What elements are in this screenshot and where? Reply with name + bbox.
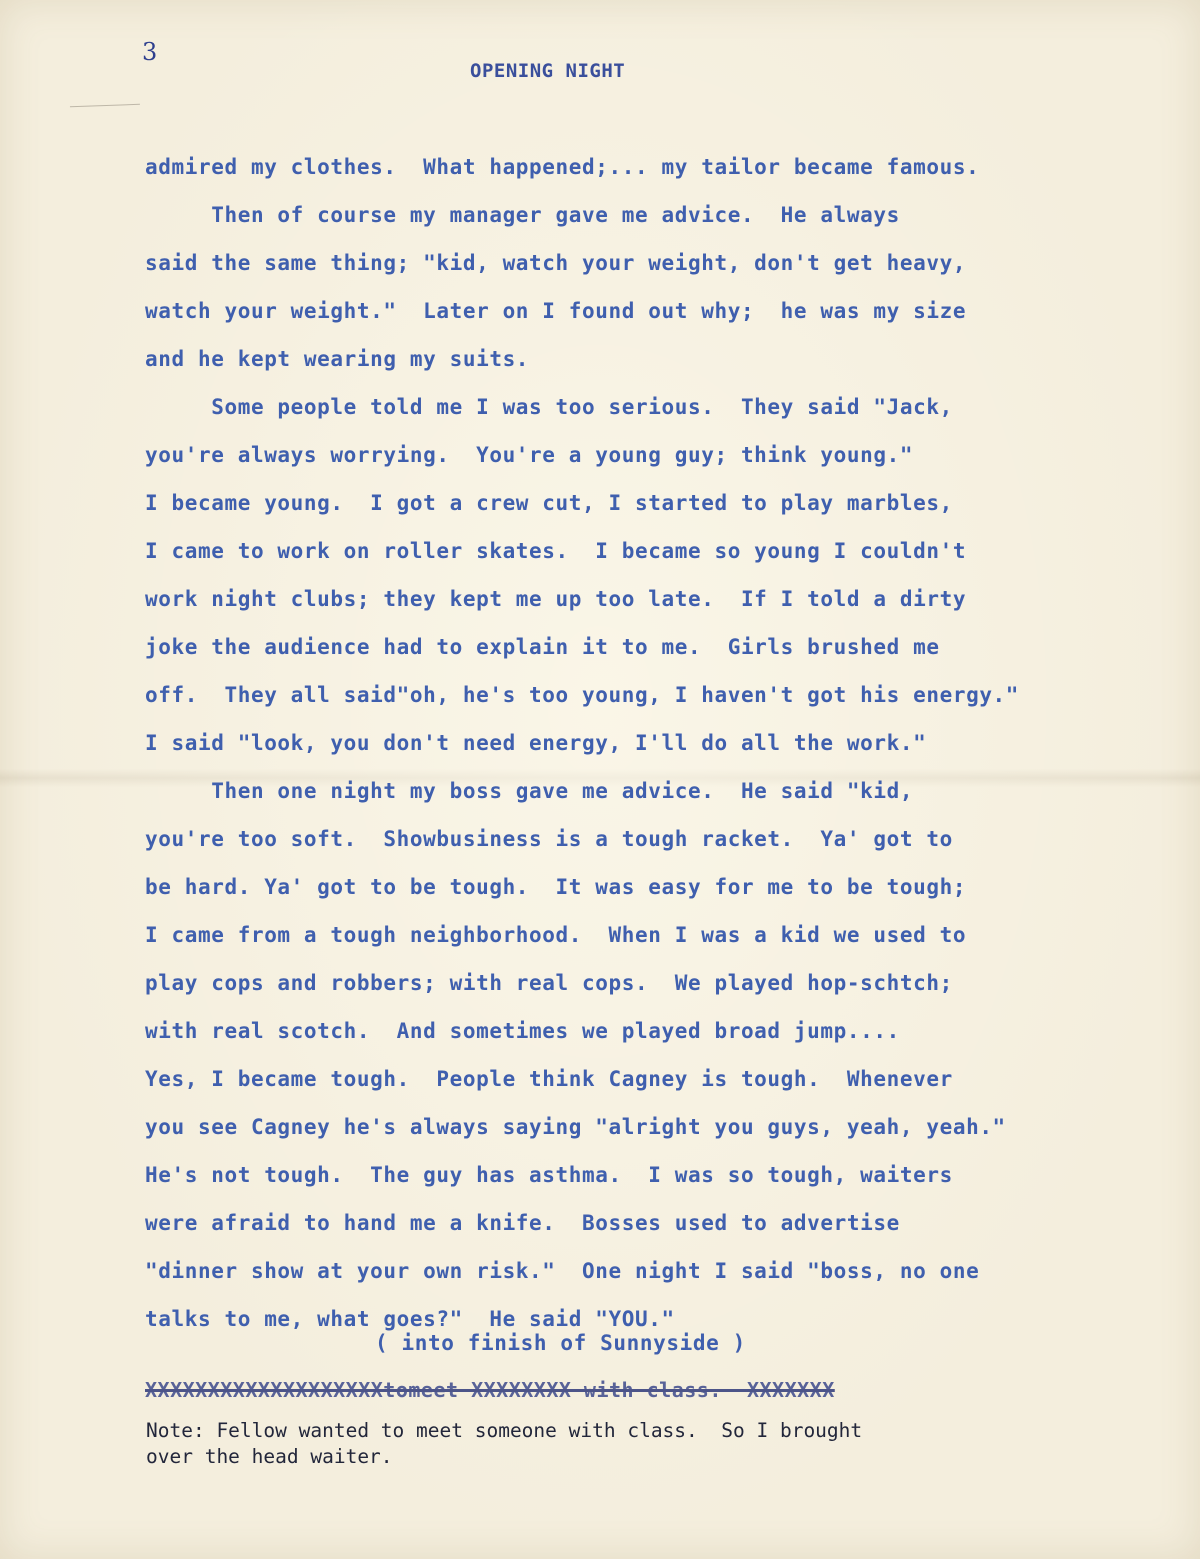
body-line: off. They all said"oh, he's too young, I haven't got his energy."	[145, 683, 1020, 707]
body-line: I came from a tough neighborhood. When I was a kid we used to	[145, 923, 967, 947]
typed-note: Note: Fellow wanted to meet someone with class. So I brought over the head waiter.	[146, 1419, 863, 1468]
body-line: "dinner show at your own risk." One night I said "boss, no one	[145, 1259, 980, 1283]
body-line: talks to me, what goes?" He said "YOU."	[145, 1307, 675, 1331]
body-line: you're too soft. Showbusiness is a tough racket. Ya' got to	[145, 827, 953, 851]
body-line: I said "look, you don't need energy, I'll do all the work."	[145, 731, 927, 755]
body-line: with real scotch. And sometimes we played broad jump....	[145, 1019, 900, 1043]
pencil-mark	[70, 104, 140, 111]
body-line: and he kept wearing my suits.	[145, 347, 530, 371]
body-line: you see Cagney he's always saying "alright you guys, yeah, yeah."	[145, 1115, 1006, 1139]
body-line: play cops and robbers; with real cops. We played hop-schtch;	[145, 971, 953, 995]
body-line: He's not tough. The guy has asthma. I was so tough, waiters	[145, 1163, 953, 1187]
body-line: watch your weight." Later on I found out why; he was my size	[145, 299, 967, 323]
body-line: Some people told me I was too serious. They said "Jack,	[145, 395, 953, 419]
body-line: Then one night my boss gave me advice. He said "kid,	[145, 779, 914, 803]
page-number: 3	[142, 38, 158, 66]
stage-direction: ( into finish of Sunnyside )	[375, 1331, 746, 1355]
body-line: be hard. Ya' got to be tough. It was easy for me to be tough;	[145, 875, 967, 899]
body-line: admired my clothes. What happened;... my tailor became famous.	[145, 155, 980, 179]
body-line: work night clubs; they kept me up too late. If I told a dirty	[145, 587, 967, 611]
body-line: said the same thing; "kid, watch your weight, don't get heavy,	[145, 251, 967, 275]
body-line: I came to work on roller skates. I became so young I couldn't	[145, 539, 967, 563]
body-line: Then of course my manager gave me advice. He always	[145, 203, 900, 227]
body-line: Yes, I became tough. People think Cagney is tough. Whenever	[145, 1067, 953, 1091]
body-line: you're always worrying. You're a young guy; think young."	[145, 443, 914, 467]
page-title: OPENING NIGHT	[470, 60, 626, 82]
struck-through-line: XXXXXXXXXXXXXXXXXXXtomeet XXXXXXXX with class. XXXXXXX	[145, 1378, 835, 1402]
body-line: joke the audience had to explain it to me. Girls brushed me	[145, 635, 940, 659]
body-line: were afraid to hand me a knife. Bosses used to advertise	[145, 1211, 900, 1235]
body-line: I became young. I got a crew cut, I started to play marbles,	[145, 491, 953, 515]
